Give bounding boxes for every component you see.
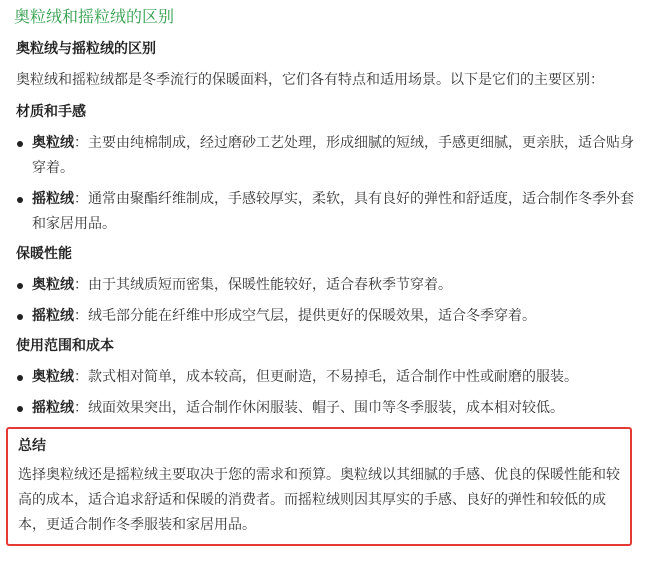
- comparison-list: [14, 131, 640, 237]
- list-item: [14, 396, 640, 421]
- term-separator: ：: [74, 308, 88, 324]
- term-label: 摇粒绒: [32, 308, 74, 324]
- term-separator: ：: [74, 135, 88, 151]
- summary-paragraph: 选择奥粒绒还是摇粒绒主要取决于您的需求和预算。奥粒绒以其细腻的手感、优良的保暖性能和较高的成本，适合追求舒适和保暖的消费者。而摇粒绒则因其厚实的手感、良好的弹性和较低的成本，更适合制作冬季服装和家居用品。: [18, 467, 620, 533]
- item-text: 通常由聚酯纤维制成，手感较厚实，柔软，具有良好的弹性和舒适度，适合制作冬季外套和家居用品。: [32, 191, 634, 232]
- list-item: [14, 273, 640, 298]
- list-item: [14, 187, 640, 237]
- summary-highlight-box: [6, 427, 632, 546]
- item-text: 绒毛部分能在纤维中形成空气层，提供更好的保暖效果，适合冬季穿着。: [88, 308, 536, 324]
- section-title: 材质和手感: [16, 104, 86, 120]
- bullet-icon: [17, 406, 23, 412]
- bullet-icon: [17, 314, 23, 320]
- term-label: 奥粒绒: [32, 369, 74, 385]
- list-item: [14, 304, 640, 329]
- list-item: [14, 131, 640, 181]
- term-label: 摇粒绒: [32, 400, 74, 416]
- comparison-list: [14, 365, 640, 421]
- comparison-list: [14, 273, 640, 329]
- item-text: 款式相对简单，成本较高，但更耐造，不易掉毛，适合制作中性或耐磨的服装。: [88, 369, 578, 385]
- list-item: [14, 365, 640, 390]
- term-separator: ：: [74, 369, 88, 385]
- term-label: 奥粒绒: [32, 135, 74, 151]
- term-separator: ：: [74, 191, 88, 207]
- term-label: 摇粒绒: [32, 191, 74, 207]
- section-material: [14, 101, 640, 237]
- item-text: 绒面效果突出，适合制作休闲服装、帽子、围巾等冬季服装，成本相对较低。: [88, 400, 564, 416]
- item-text: 主要由纯棉制成，经过磨砂工艺处理，形成细腻的短绒，手感更细腻，更亲肤，适合贴身穿着。: [32, 135, 634, 176]
- section-title: 保暖性能: [16, 246, 72, 262]
- summary-title: 总结: [18, 438, 46, 454]
- article-heading: 奥粒绒与摇粒绒的区别: [16, 41, 156, 57]
- term-label: 奥粒绒: [32, 277, 74, 293]
- page-title: 奥粒绒和摇粒绒的区别: [14, 7, 175, 26]
- section-warmth: [14, 243, 640, 329]
- bullet-icon: [17, 283, 23, 289]
- term-separator: ：: [74, 277, 88, 293]
- bullet-icon: [17, 375, 23, 381]
- item-text: 由于其绒质短而密集，保暖性能较好，适合春秋季节穿着。: [88, 277, 452, 293]
- section-title: 使用范围和成本: [16, 338, 114, 354]
- term-separator: ：: [74, 400, 88, 416]
- section-usage-cost: [14, 335, 640, 421]
- bullet-icon: [17, 197, 23, 203]
- intro-paragraph: 奥粒绒和摇粒绒都是冬季流行的保暖面料，它们各有特点和适用场景。以下是它们的主要区别：: [16, 72, 604, 88]
- bullet-icon: [17, 141, 23, 147]
